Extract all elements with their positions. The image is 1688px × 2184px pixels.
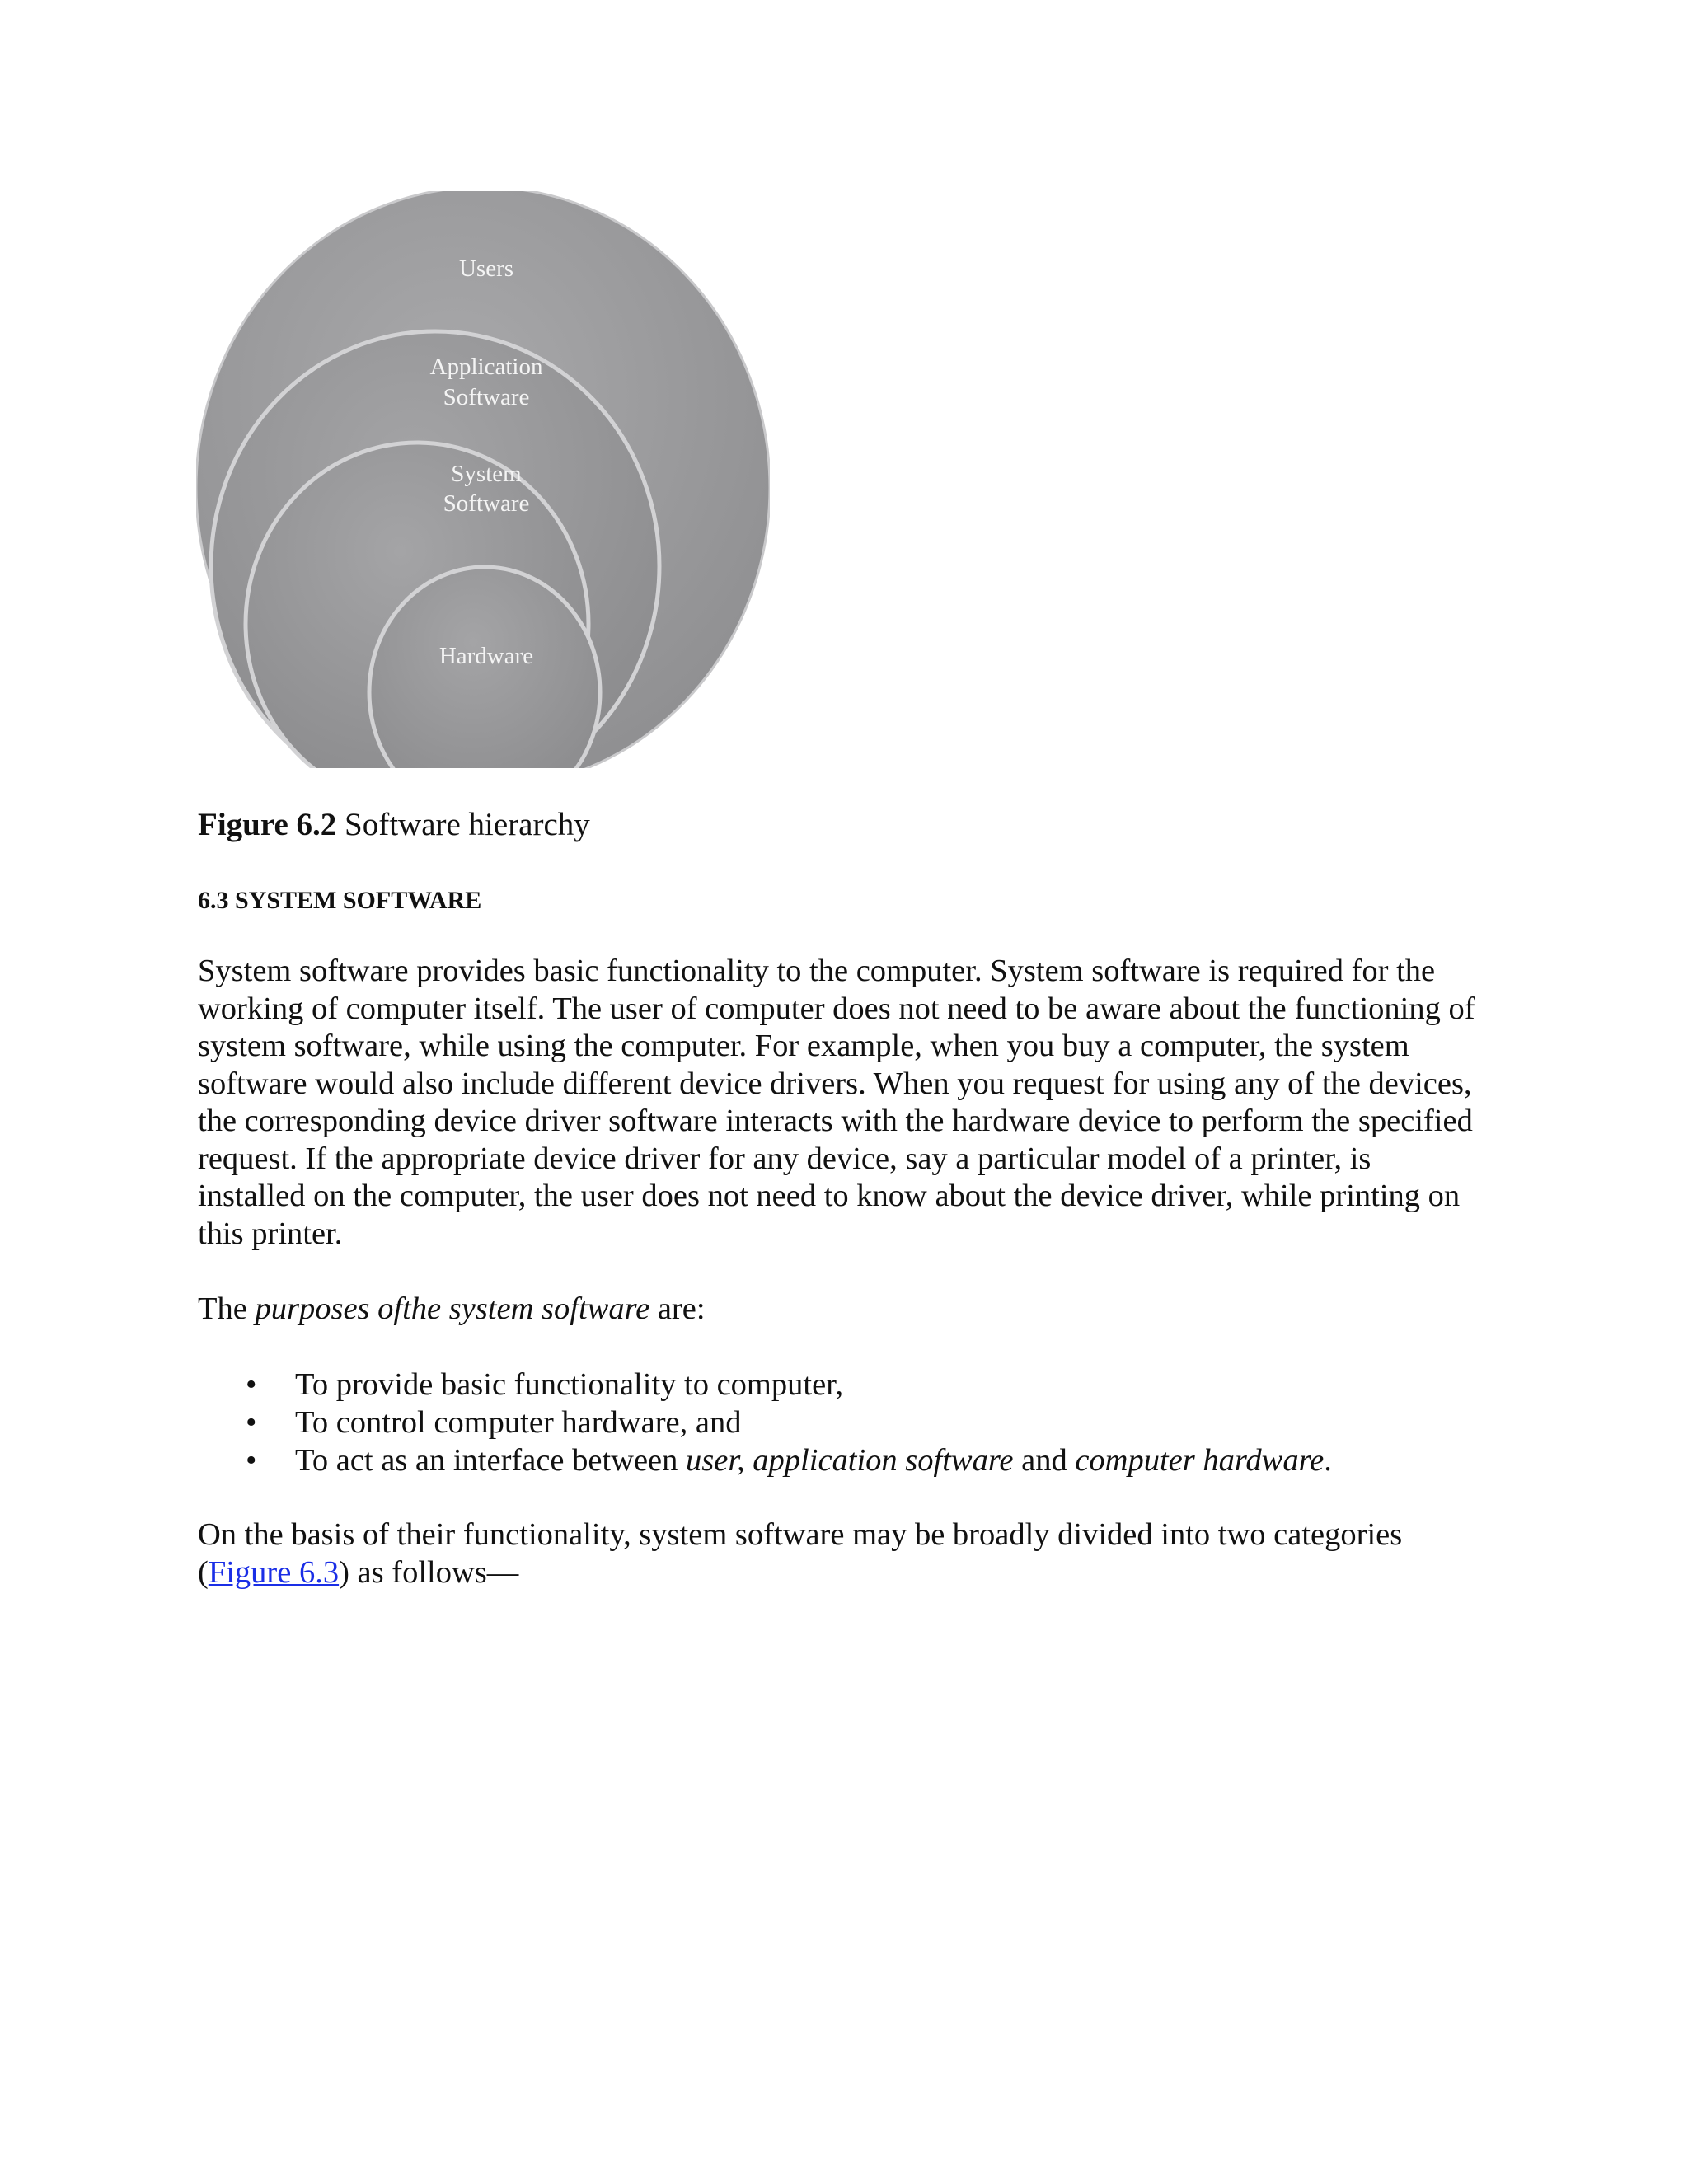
- ring-label-application: Application: [429, 354, 543, 380]
- list-item-emphasis-1: user, application software: [686, 1443, 1014, 1478]
- figure-caption: [198, 806, 590, 844]
- purposes-suffix: are:: [649, 1291, 706, 1326]
- ring-label-hardware: Hardware: [438, 643, 534, 669]
- list-item-text-middle: and: [1013, 1443, 1076, 1478]
- paragraph-categories: [198, 1516, 1484, 1591]
- ring-label-system: System: [451, 461, 522, 487]
- bullet-icon: •: [246, 1367, 257, 1402]
- paragraph-purposes: [198, 1291, 1484, 1329]
- ring-label-system-2: Software: [443, 490, 530, 517]
- purposes-emphasis: purposes ofthe system software: [255, 1291, 650, 1326]
- bullet-icon: •: [246, 1443, 257, 1478]
- list-item-text: To provide basic functionality to computer,: [295, 1367, 844, 1402]
- list-item-text: To control computer hardware, and: [295, 1405, 742, 1440]
- ring-label-application-2: Software: [443, 384, 530, 410]
- ring-label-users: Users: [458, 255, 514, 282]
- list-item-emphasis-2: computer hardware: [1075, 1443, 1325, 1478]
- bullet-icon: •: [246, 1405, 257, 1440]
- purposes-intro: The: [198, 1291, 256, 1326]
- categories-text: On the basis of their functionality, system software may be broadly divided into two categories (: [198, 1517, 1403, 1590]
- list-item-text-after: .: [1324, 1443, 1332, 1478]
- figure-label: Figure 6.2: [198, 807, 337, 842]
- figure-caption-text: Software hierarchy: [336, 807, 590, 842]
- figure-6-3-link[interactable]: Figure 6.3: [208, 1554, 340, 1590]
- list-item: [198, 1404, 1484, 1441]
- list-item: [198, 1366, 1484, 1404]
- list-item: [198, 1441, 1484, 1479]
- list-item-text-before: To act as an interface between: [295, 1443, 687, 1478]
- paragraph-system-software: System software provides basic functionality to the computer. System software is required for the working of computer itself. The user of computer does not need to be aware about the functioning of system software, while using the computer. For example, when you buy a computer, the system software would also include different device drivers. When you request for using any of the devices, the corresponding device driver software interacts with the hardware device to perform the specified request. If the appropriate device driver for any device, say a particular model of a printer, is installed on the computer, the user does not need to know about the device driver, while printing on this printer.: [198, 954, 1475, 1251]
- section-heading: 6.3 SYSTEM SOFTWARE: [198, 887, 482, 914]
- software-hierarchy-diagram: [196, 191, 770, 768]
- purposes-list: [198, 1366, 1484, 1479]
- categories-suffix: ) as follows—: [339, 1554, 519, 1590]
